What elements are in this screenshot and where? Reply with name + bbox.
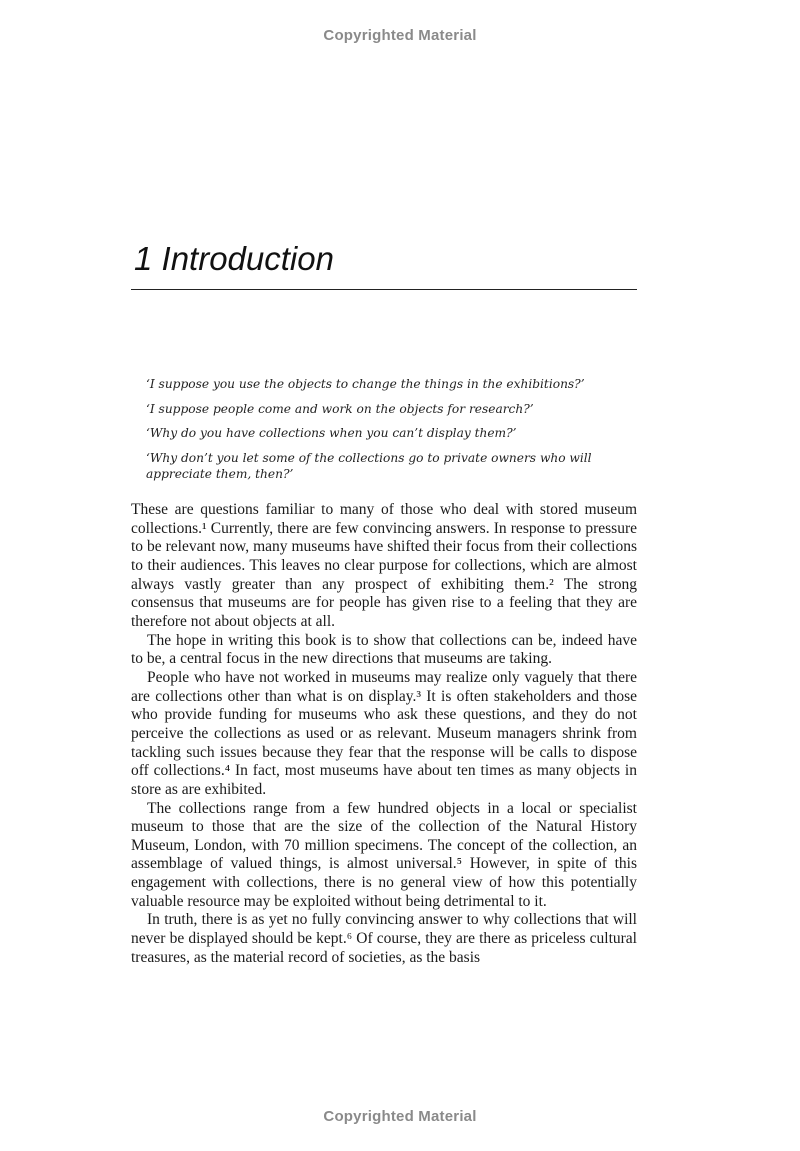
chapter-heading: 1 Introduction: [134, 240, 334, 277]
epigraph-line: ‘Why don’t you let some of the collections go to private owners who will appreciate them, then?’: [146, 450, 592, 481]
chapter-rule: [131, 289, 637, 290]
epigraph-line: ‘I suppose people come and work on the objects for research?’: [146, 401, 534, 416]
body-text: [131, 501, 637, 967]
paragraph: The hope in writing this book is to show that collections can be, indeed have to be, a central focus in the new directions that museums are taking.: [131, 631, 637, 668]
epigraph: [146, 376, 626, 491]
paragraph: In truth, there is as yet no fully convincing answer to why collections that will never be displayed should be kept.⁶ Of course, they are there as priceless cultural treasures, as the material record of societies, as the basis: [131, 911, 637, 966]
paragraph: These are questions familiar to many of those who deal with stored museum collections.¹ Currently, there are few convincing answers. In response to pressure to be relevant now, many museums have shifted their focus from their collections to their audiences. This leaves no clear purpose for collections, which are almost always vastly greater than any prospect of exhibiting them.² The strong consensus that museums are for people has given rise to a feeling that they are therefore not about objects at all.: [131, 501, 637, 630]
epigraph-line: ‘Why do you have collections when you can’t display them?’: [146, 426, 517, 440]
watermark-top: Copyrighted Material: [323, 27, 477, 44]
paragraph: People who have not worked in museums may realize only vaguely that there are collections other than what is on display.³ It is often stakeholders and those who provide funding for museums who ask these questions, and they do not perceive the collections as used or as relevant. Museum managers shrink from tackling such issues because they fear that the response will be calls to dispose off collections.⁴ In fact, most museums have about ten times as many objects in store as are exhibited.: [131, 668, 637, 798]
watermark-bottom: Copyrighted Material: [323, 1108, 477, 1125]
epigraph-line: ‘I suppose you use the objects to change the things in the exhibitions?’: [146, 377, 585, 391]
paragraph: The collections range from a few hundred objects in a local or specialist museum to those that are the size of the collection of the Natural History Museum, London, with 70 million specimens. The concept of the collection, an assemblage of valued things, is almost universal.⁵ However, in spite of this engagement with collections, there is no general view of how this potentially valuable resource may be exploited without being detrimental to it.: [131, 799, 637, 910]
